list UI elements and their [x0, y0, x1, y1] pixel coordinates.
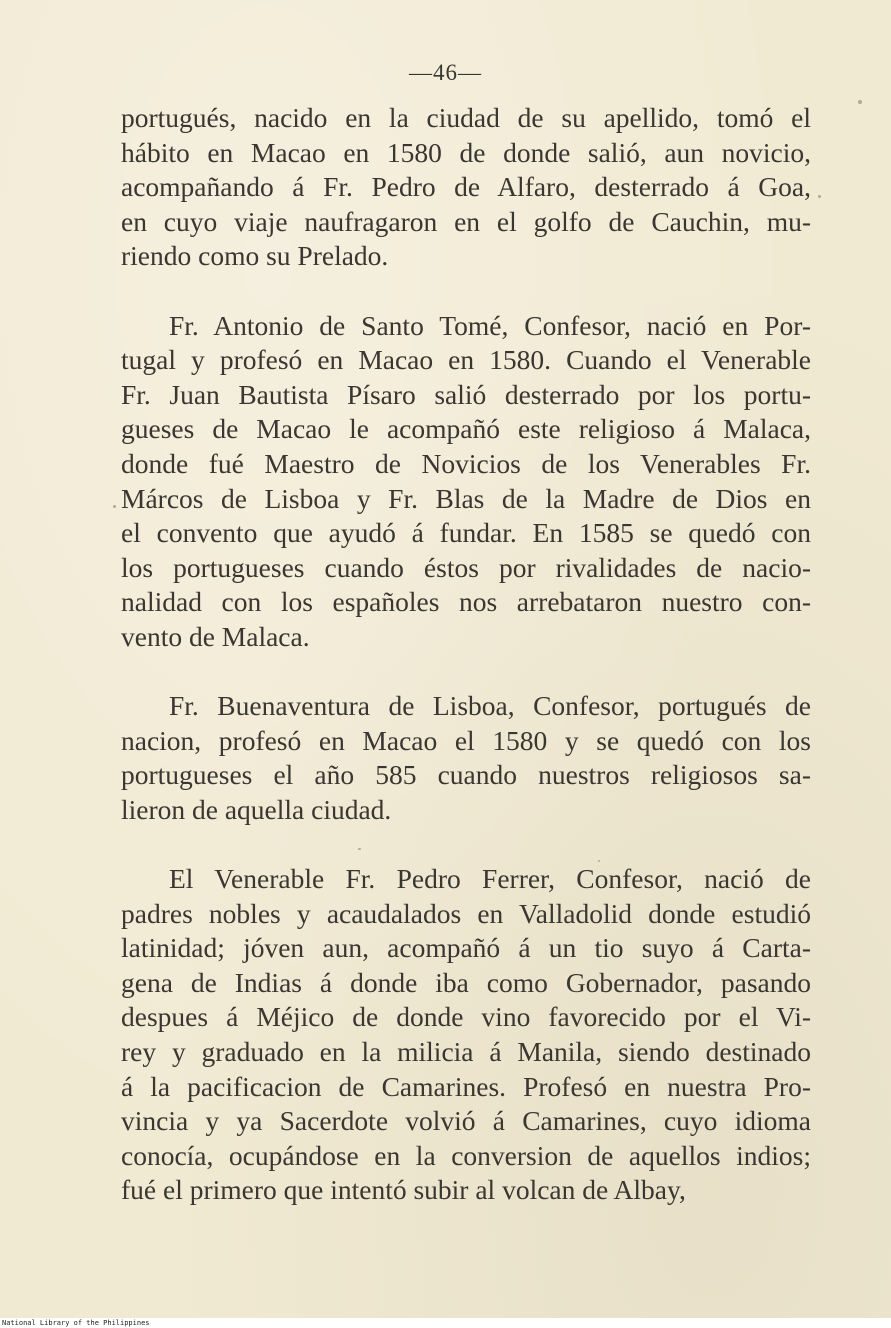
text-line: los portugueses cuando éstos por rivalidades de nacio-	[121, 551, 811, 583]
text-line: portugués, nacido en la ciudad de su apellido, tomó el	[121, 102, 811, 133]
text-line: á la pacificacion de Camarines. Profesó en nuestra Pro-	[121, 1070, 811, 1102]
text-line: Fr. Juan Bautista Písaro salió desterrado por los portu-	[121, 378, 811, 410]
text-body	[121, 101, 811, 1208]
paper-speck	[858, 100, 862, 104]
paragraph-3	[121, 689, 811, 827]
paragraph-1	[121, 101, 811, 274]
paragraph-gap	[121, 274, 811, 309]
text-line: Fr. Buenaventura de Lisboa, Confesor, portugués de	[169, 690, 811, 722]
text-line: Fr. Antonio de Santo Tomé, Confesor, nació en Por-	[169, 309, 811, 341]
text-line: Márcos de Lisboa y Fr. Blas de la Madre de Dios en	[121, 482, 811, 514]
page-number: —46—	[409, 60, 482, 85]
text-line: fué el primero que intentó subir al volcan de Albay,	[121, 1174, 686, 1206]
text-line: latinidad; jóven aun, acompañó á un tio suyo á Carta-	[121, 932, 811, 964]
paragraph-4	[121, 862, 811, 1208]
text-line: acompañando á Fr. Pedro de Alfaro, desterrado á Goa,	[121, 171, 811, 203]
text-line: gena de Indias á donde iba como Gobernador, pasando	[121, 966, 811, 998]
text-line: El Venerable Fr. Pedro Ferrer, Confesor, nació de	[169, 863, 811, 895]
paragraph-gap	[121, 655, 811, 690]
text-line: en cuyo viaje naufragaron en el golfo de Cauchin, mu-	[121, 205, 811, 237]
paper-speck	[113, 505, 116, 508]
paper-speck	[358, 848, 361, 850]
text-line: vincia y ya Sacerdote volvió á Camarines, cuyo idioma	[121, 1105, 811, 1137]
paper-speck	[598, 860, 600, 862]
text-line: despues á Méjico de donde vino favorecido por el Vi-	[121, 1001, 811, 1033]
text-line: vento de Malaca.	[121, 620, 310, 652]
paper-speck	[818, 195, 821, 198]
text-line: conocía, ocupándose en la conversion de aquellos indios;	[121, 1139, 811, 1171]
text-line: el convento que ayudó á fundar. En 1585 se quedó con	[121, 517, 811, 549]
text-line: donde fué Maestro de Novicios de los Venerables Fr.	[121, 447, 811, 479]
text-line: padres nobles y acaudalados en Valladolid donde estudió	[121, 897, 811, 929]
text-line: riendo como su Prelado.	[121, 240, 389, 272]
library-credit: National Library of the Philippines	[2, 1319, 150, 1327]
paragraph-gap	[121, 827, 811, 862]
text-line: hábito en Macao en 1580 de donde salió, aun novicio,	[121, 136, 811, 168]
text-line: tugal y profesó en Macao en 1580. Cuando el Venerable	[121, 344, 811, 376]
text-line: nacion, profesó en Macao el 1580 y se quedó con los	[121, 724, 811, 756]
text-line: nalidad con los españoles nos arrebataron nuestro con-	[121, 586, 811, 618]
footer-bar	[0, 1318, 891, 1328]
text-line: gueses de Macao le acompañó este religioso á Malaca,	[121, 413, 811, 445]
text-line: lieron de aquella ciudad.	[121, 793, 392, 825]
text-line: rey y graduado en la milicia á Manila, siendo destinado	[121, 1036, 811, 1068]
paragraph-2	[121, 309, 811, 655]
text-line: portugueses el año 585 cuando nuestros religiosos sa-	[121, 759, 811, 791]
